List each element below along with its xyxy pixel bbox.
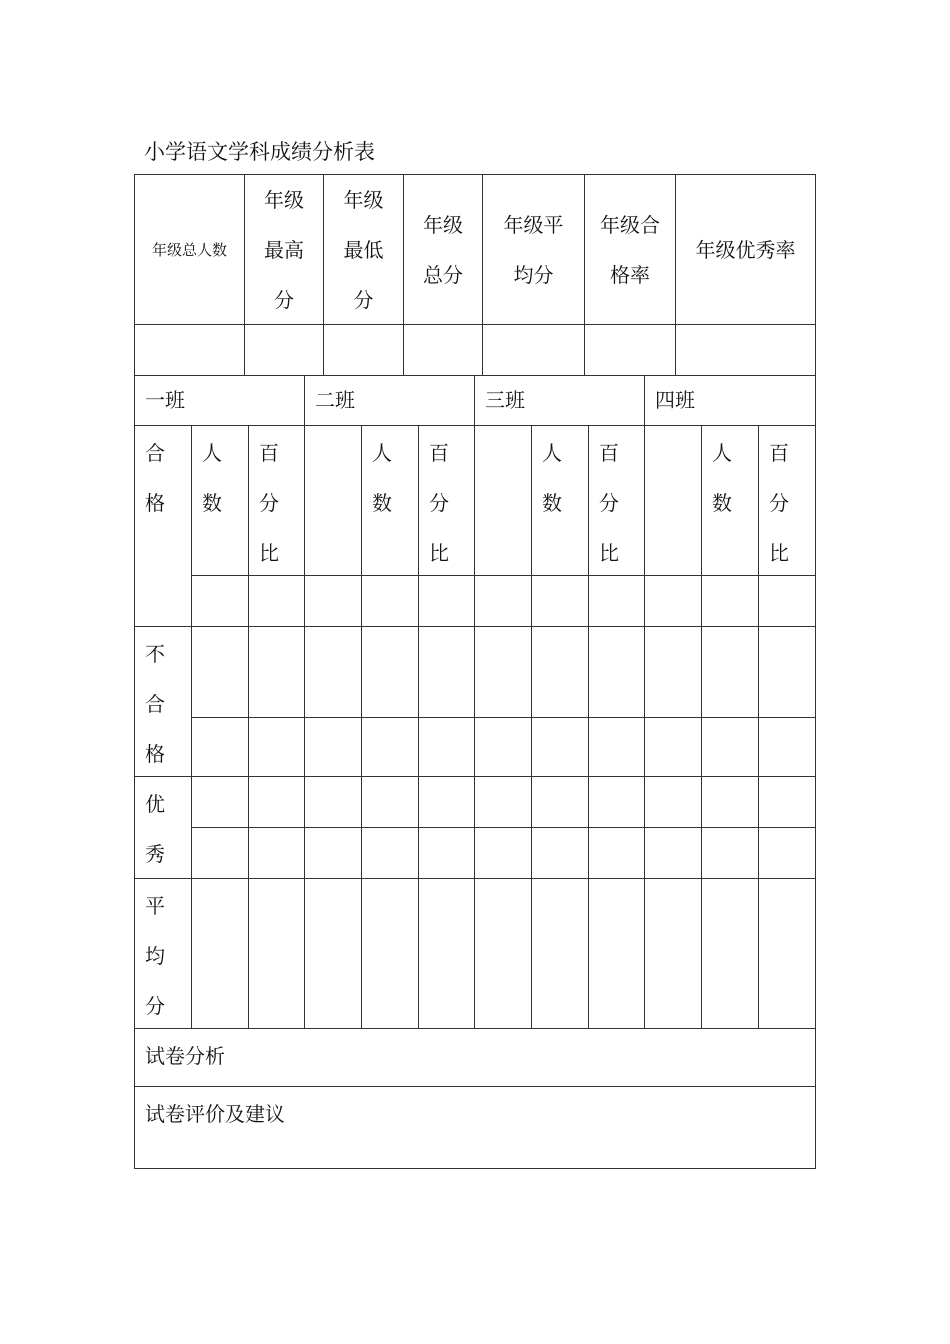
- subheader-percent: 百 分 比: [429, 441, 449, 565]
- row-label-pass: 合 格: [145, 441, 165, 515]
- subheader-percent: 百 分 比: [599, 441, 619, 565]
- document-title: 小学语文学科成绩分析表: [144, 140, 375, 164]
- subheader-count: 人 数: [542, 441, 562, 515]
- header-average: 年级平 均分: [503, 212, 564, 287]
- row-divider: [134, 626, 816, 627]
- row-divider: [191, 717, 816, 718]
- class-2-label: 二班: [315, 388, 355, 412]
- col-divider: [474, 425, 475, 1028]
- col-divider: [304, 425, 305, 1028]
- subheader-percent: 百 分 比: [259, 441, 279, 565]
- subheader-percent: 百 分 比: [769, 441, 789, 565]
- row-label-average: 平 均 分: [145, 894, 165, 1018]
- header-excellence-rate: 年级优秀率: [695, 237, 796, 262]
- row-divider: [134, 878, 816, 879]
- row-divider: [134, 324, 816, 325]
- header-total-score: 年级 总分: [423, 212, 463, 287]
- class-3-label: 三班: [485, 388, 525, 412]
- header-max-score: 年级 最高 分: [264, 187, 304, 312]
- class-1-label: 一班: [145, 388, 185, 412]
- subheader-count: 人 数: [712, 441, 732, 515]
- subheader-count: 人 数: [372, 441, 392, 515]
- paper-analysis-label: 试卷分析: [145, 1044, 225, 1068]
- col-divider: [644, 425, 645, 1028]
- subheader-count: 人 数: [202, 441, 222, 515]
- row-label-excellent: 优 秀: [145, 792, 165, 866]
- row-divider: [134, 776, 816, 777]
- header-total-students: 年级总人数: [151, 241, 227, 259]
- row-label-fail: 不 合 格: [145, 642, 165, 766]
- row-divider: [191, 827, 816, 828]
- header-pass-rate: 年级合 格率: [600, 212, 660, 287]
- class-4-label: 四班: [655, 388, 695, 412]
- header-min-score: 年级 最低 分: [343, 187, 384, 312]
- paper-evaluation-label: 试卷评价及建议: [145, 1102, 285, 1126]
